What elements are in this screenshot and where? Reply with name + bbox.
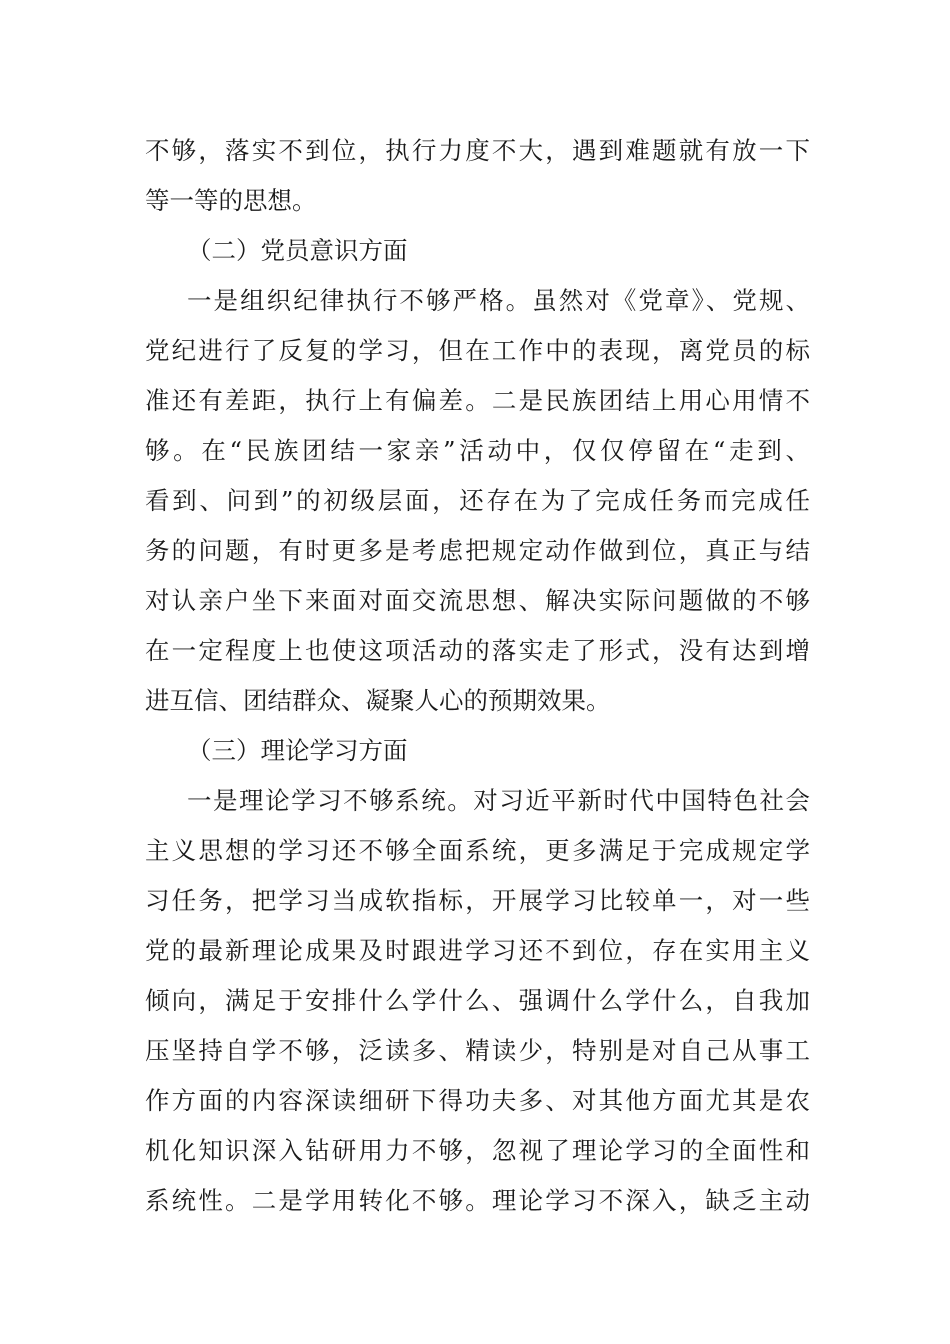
paragraph-line: 在一定程度上也使这项活动的落实走了形式，没有达到增 [145, 636, 810, 665]
paragraph-line: 主义思想的学习还不够全面系统，更多满足于完成规定学 [145, 836, 810, 865]
paragraph-line: 进互信、团结群众、凝聚人心的预期效果。 [145, 686, 611, 715]
paragraph-line: 倾向，满足于安排什么学什么、强调什么学什么，自我加 [145, 986, 810, 1015]
paragraph-line: 党的最新理论成果及时跟进学习还不到位，存在实用主义 [145, 936, 810, 965]
section-heading-party-awareness: （二）党员意识方面 [187, 236, 408, 265]
paragraph-line: 习任务，把学习当成软指标，开展学习比较单一，对一些 [145, 886, 810, 915]
paragraph-line: 对认亲户坐下来面对面交流思想、解决实际问题做的不够 [145, 586, 810, 615]
section-heading-theory-study: （三）理论学习方面 [187, 736, 408, 765]
paragraph-line: 够。在“民族团结一家亲”活动中，仅仅停留在“走到、 [145, 436, 810, 465]
paragraph-line: 机化知识深入钻研用力不够，忽视了理论学习的全面性和 [145, 1136, 810, 1165]
paragraph-line: 准还有差距，执行上有偏差。二是民族团结上用心用情不 [145, 386, 810, 415]
paragraph-line: 务的问题，有时更多是考虑把规定动作做到位，真正与结 [145, 536, 810, 565]
paragraph-line: 等一等的思想。 [145, 186, 317, 215]
paragraph-line: 不够，落实不到位，执行力度不大，遇到难题就有放一下 [145, 136, 810, 165]
paragraph-line: 系统性。二是学用转化不够。理论学习不深入，缺乏主动 [145, 1186, 810, 1215]
paragraph-line: 作方面的内容深读细研下得功夫多、对其他方面尤其是农 [145, 1086, 810, 1115]
paragraph-line: 看到、问到”的初级层面，还存在为了完成任务而完成任 [145, 486, 810, 515]
paragraph-line: 压坚持自学不够，泛读多、精读少，特别是对自己从事工 [145, 1036, 810, 1065]
paragraph-line: 一是组织纪律执行不够严格。虽然对《党章》、党规、 [187, 286, 810, 315]
paragraph-line: 党纪进行了反复的学习，但在工作中的表现，离党员的标 [145, 336, 810, 365]
paragraph-line: 一是理论学习不够系统。对习近平新时代中国特色社会 [187, 786, 810, 815]
